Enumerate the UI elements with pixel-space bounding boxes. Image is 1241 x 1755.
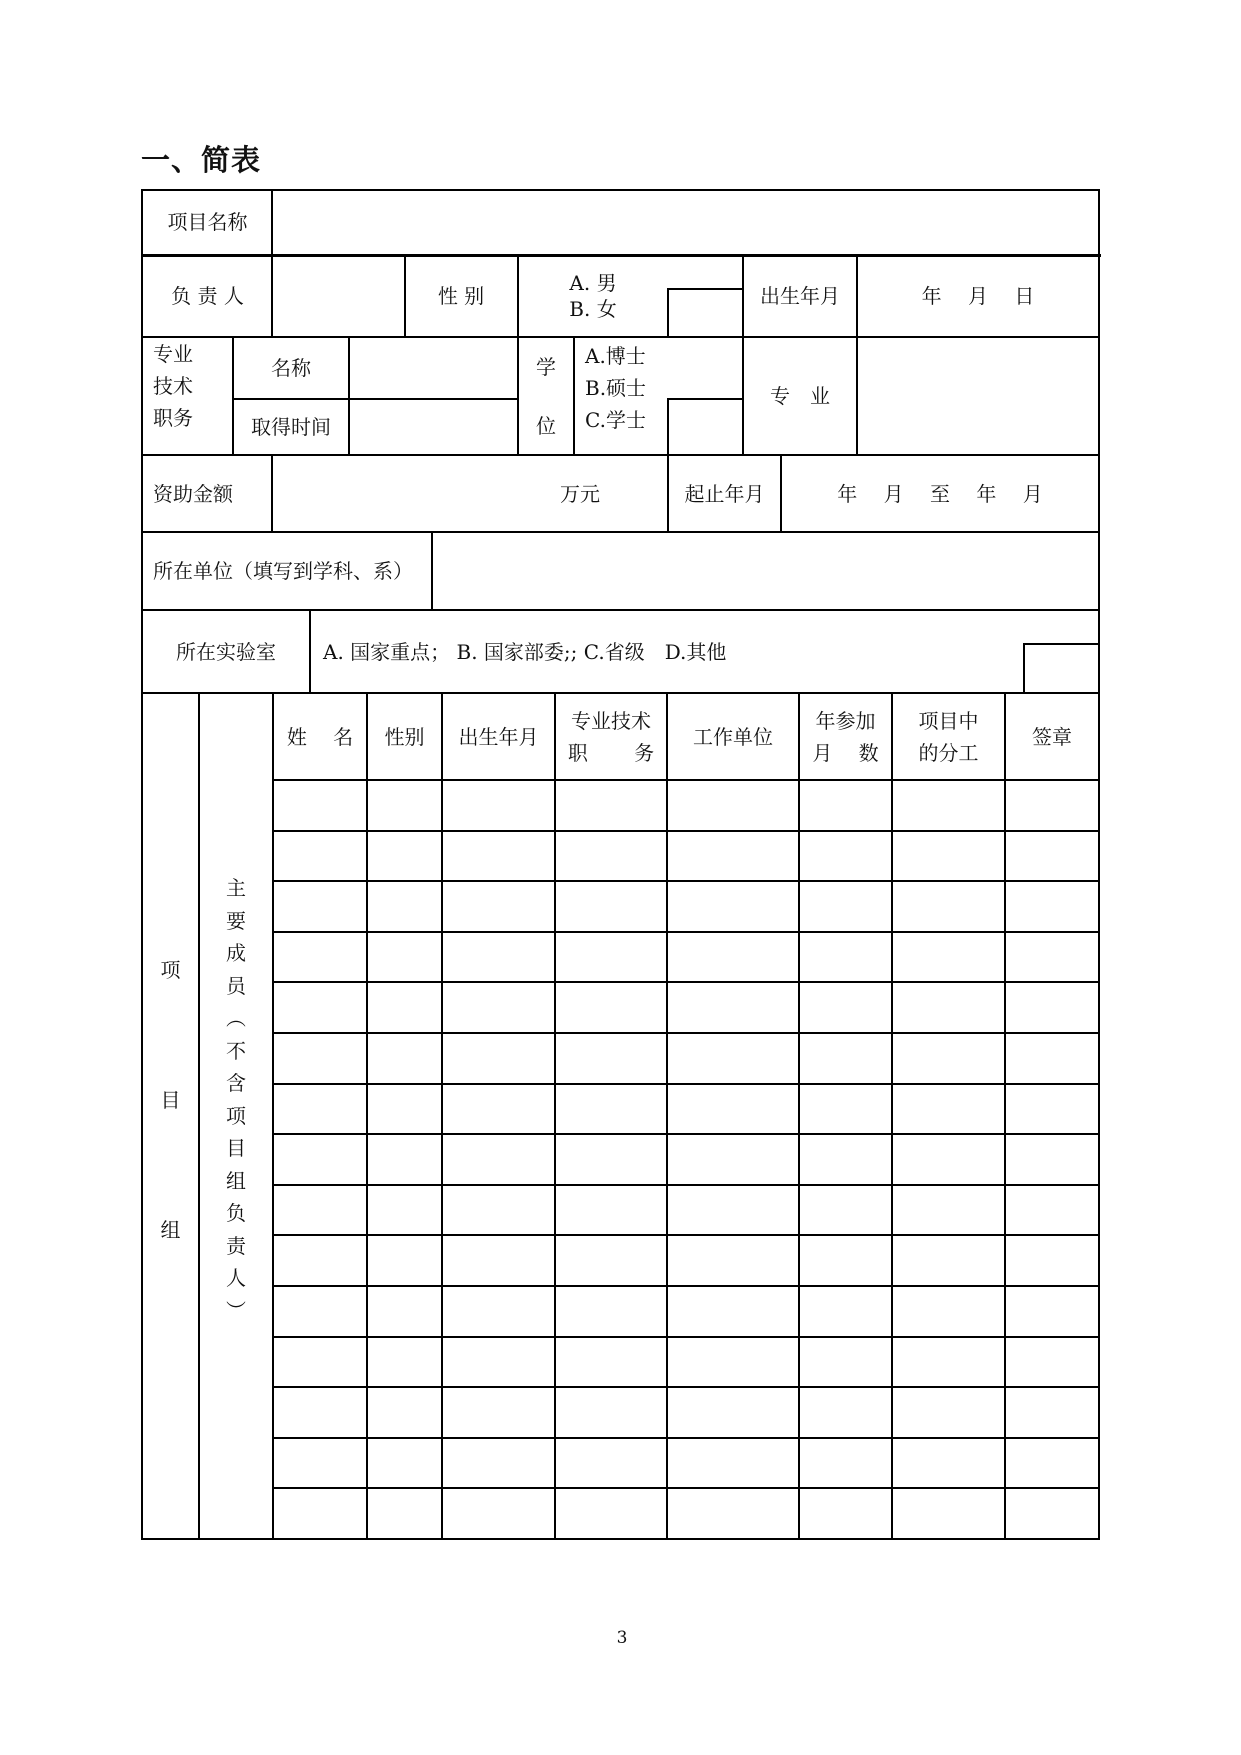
member-cell[interactable] [371, 986, 438, 1029]
member-cell[interactable] [671, 1290, 795, 1333]
member-cell[interactable] [277, 1290, 363, 1333]
member-cell[interactable] [559, 1391, 663, 1434]
section-title: 一、简表 [141, 143, 262, 177]
member-header-3-line: 专业技术 [571, 708, 651, 733]
member-cell[interactable] [559, 936, 663, 979]
member-cell[interactable] [446, 1088, 551, 1131]
table-rule [272, 830, 1100, 832]
member-cell[interactable] [446, 1189, 551, 1232]
member-cell[interactable] [277, 1239, 363, 1282]
page-number: 3 [616, 1628, 628, 1648]
member-cell[interactable] [1009, 1239, 1095, 1282]
member-cell[interactable] [277, 1391, 363, 1434]
member-cell[interactable] [803, 1037, 888, 1080]
member-header-3-line: 职 务 [567, 740, 655, 765]
member-cell[interactable] [803, 1239, 888, 1282]
member-group-label-char: 目 [160, 1088, 181, 1112]
member-cell[interactable] [671, 1138, 795, 1181]
member-cell[interactable] [559, 1290, 663, 1333]
member-cell[interactable] [559, 835, 663, 878]
table-rule [1023, 643, 1100, 645]
member-cell[interactable] [896, 1189, 1001, 1232]
member-cell[interactable] [896, 784, 1001, 827]
member-header-6 [893, 694, 1004, 779]
members-sub-label-char: 组 [226, 1168, 246, 1193]
member-cell[interactable] [803, 1442, 888, 1485]
member-cell[interactable] [277, 1189, 363, 1232]
table-rule [272, 1487, 1100, 1489]
members-sub-label-char: 责 [226, 1233, 246, 1258]
members-sub-label-char: 成 [226, 941, 246, 965]
members-sub-label-char: 要 [226, 908, 246, 933]
member-cell[interactable] [277, 1037, 363, 1080]
member-cell[interactable] [277, 835, 363, 878]
member-header-1 [368, 694, 441, 779]
members-sub-label-char: ︵ [226, 1006, 246, 1030]
member-cell[interactable] [671, 1088, 795, 1131]
lab-label: 所在实验室 [176, 639, 276, 664]
table-rule [272, 880, 1100, 882]
member-cell[interactable] [896, 986, 1001, 1029]
table-rule [141, 189, 1100, 191]
member-header-2-line: 出生年月 [458, 724, 539, 749]
members-sub-label-char: 负 [226, 1201, 246, 1225]
member-cell[interactable] [896, 1290, 1001, 1333]
table-rule [272, 692, 274, 1540]
table-rule [272, 931, 1100, 933]
member-cell[interactable] [446, 1391, 551, 1434]
title-time-input[interactable] [353, 403, 514, 451]
member-cell[interactable] [671, 1239, 795, 1282]
members-sub-label [200, 872, 272, 1332]
members-sub-label-char: 含 [226, 1071, 246, 1095]
member-cell[interactable] [446, 1239, 551, 1282]
member-cell[interactable] [371, 1290, 438, 1333]
title-name-label: 名称 [271, 356, 311, 380]
member-cell[interactable] [559, 1189, 663, 1232]
leader-input[interactable] [276, 259, 400, 333]
table-rule [573, 336, 575, 456]
member-cell[interactable] [371, 1239, 438, 1282]
member-cell[interactable] [371, 1088, 438, 1131]
member-group-label-char: 组 [160, 1218, 181, 1242]
member-cell[interactable] [896, 1037, 1001, 1080]
member-header-3 [556, 694, 666, 779]
member-cell[interactable] [803, 835, 888, 878]
member-cell[interactable] [371, 1341, 438, 1384]
member-cell[interactable] [559, 1492, 663, 1535]
gender-options-line: B. 女 [569, 297, 617, 321]
member-cell[interactable] [277, 1341, 363, 1384]
member-cell[interactable] [371, 885, 438, 928]
member-cell[interactable] [1009, 1492, 1095, 1535]
member-header-4-line: 工作单位 [693, 724, 773, 749]
member-cell[interactable] [277, 1442, 363, 1485]
member-cell[interactable] [803, 885, 888, 928]
member-cell[interactable] [371, 1189, 438, 1232]
table-rule [272, 1437, 1100, 1439]
member-cell[interactable] [371, 1391, 438, 1434]
degree-choice-box[interactable] [672, 403, 739, 451]
member-cell[interactable] [277, 1492, 363, 1535]
table-rule [554, 692, 556, 1540]
member-header-5-line: 月 数 [812, 740, 879, 765]
member-cell[interactable] [559, 1442, 663, 1485]
table-rule [141, 189, 143, 1540]
member-cell[interactable] [1009, 784, 1095, 827]
member-cell[interactable] [803, 1088, 888, 1131]
member-cell[interactable] [446, 784, 551, 827]
member-cell[interactable] [277, 1088, 363, 1131]
birth-label: 出生年月 [760, 284, 840, 308]
table-rule [366, 692, 368, 1540]
member-cell[interactable] [1009, 1037, 1095, 1080]
member-cell[interactable] [446, 1290, 551, 1333]
member-cell[interactable] [803, 1290, 888, 1333]
table-rule [667, 398, 744, 400]
major-input[interactable] [861, 341, 1095, 451]
member-cell[interactable] [671, 835, 795, 878]
members-sub-label-char: ︶ [226, 1298, 246, 1323]
member-cell[interactable] [559, 784, 663, 827]
member-cell[interactable] [671, 1341, 795, 1384]
table-rule [1004, 692, 1006, 1540]
unit-label: 所在单位（填写到学科、系） [153, 559, 413, 583]
member-header-6-line: 的分工 [918, 740, 979, 765]
gender-options-line: A. 男 [569, 271, 617, 295]
member-cell[interactable] [371, 936, 438, 979]
member-cell[interactable] [559, 1138, 663, 1181]
member-cell[interactable] [896, 1341, 1001, 1384]
degree-options [585, 340, 685, 452]
member-cell[interactable] [371, 1492, 438, 1535]
major-label: 专 业 [770, 384, 830, 408]
member-cell[interactable] [1009, 1290, 1095, 1333]
member-cell[interactable] [671, 1442, 795, 1485]
member-header-5-line: 年参加 [815, 708, 876, 733]
member-cell[interactable] [1009, 1088, 1095, 1131]
member-cell[interactable] [803, 1138, 888, 1181]
member-cell[interactable] [277, 885, 363, 928]
members-sub-label-char: 员 [226, 973, 246, 998]
table-rule [667, 288, 744, 290]
table-rule [441, 692, 443, 1540]
member-header-0 [274, 694, 366, 779]
member-header-2 [443, 694, 554, 779]
table-rule [272, 779, 1100, 781]
member-cell[interactable] [671, 885, 795, 928]
lab-choice-box[interactable] [1028, 648, 1095, 689]
birth-value: 年 月 日 [921, 284, 1035, 308]
table-rule [856, 336, 858, 456]
member-header-7 [1006, 694, 1098, 779]
member-cell[interactable] [446, 885, 551, 928]
member-cell[interactable] [896, 1138, 1001, 1181]
funding-label: 资助金额 [153, 481, 233, 506]
member-cell[interactable] [559, 1088, 663, 1131]
member-cell[interactable] [1009, 1442, 1095, 1485]
project-name-label: 项目名称 [167, 209, 248, 234]
degree-options-line: A.博士 [585, 344, 646, 368]
period-value: 年 月 至 年 月 [837, 481, 1043, 506]
members-sub-label-char: 项 [226, 1103, 246, 1128]
member-cell[interactable] [896, 936, 1001, 979]
member-cell[interactable] [803, 784, 888, 827]
member-cell[interactable] [896, 1442, 1001, 1485]
member-cell[interactable] [671, 1037, 795, 1080]
member-cell[interactable] [1009, 1341, 1095, 1384]
table-rule [272, 1032, 1100, 1034]
member-cell[interactable] [559, 885, 663, 928]
table-rule [309, 609, 311, 694]
table-rule [272, 1133, 1100, 1135]
member-cell[interactable] [371, 1442, 438, 1485]
degree-options-line: B.硕士 [585, 376, 647, 400]
gender-label: 性 别 [437, 284, 485, 308]
member-cell[interactable] [671, 784, 795, 827]
member-cell[interactable] [446, 1138, 551, 1181]
member-cell[interactable] [1009, 885, 1095, 928]
member-cell[interactable] [371, 784, 438, 827]
member-cell[interactable] [277, 936, 363, 979]
member-cell[interactable] [671, 986, 795, 1029]
member-cell[interactable] [896, 1492, 1001, 1535]
member-cell[interactable] [277, 986, 363, 1029]
member-cell[interactable] [277, 784, 363, 827]
members-sub-label-char: 目 [226, 1136, 246, 1160]
member-cell[interactable] [896, 835, 1001, 878]
member-cell[interactable] [371, 1037, 438, 1080]
member-header-7-line: 签章 [1032, 724, 1072, 749]
professional-title-label-line: 职务 [153, 406, 193, 430]
member-cell[interactable] [803, 1391, 888, 1434]
table-rule [272, 1184, 1100, 1186]
member-cell[interactable] [896, 885, 1001, 928]
member-cell[interactable] [559, 986, 663, 1029]
member-cell[interactable] [446, 1341, 551, 1384]
member-cell[interactable] [277, 1138, 363, 1181]
member-cell[interactable] [671, 1189, 795, 1232]
table-rule [667, 398, 669, 456]
member-header-4 [668, 694, 798, 779]
member-cell[interactable] [1009, 986, 1095, 1029]
table-rule [272, 1083, 1100, 1085]
member-cell[interactable] [446, 1442, 551, 1485]
member-cell[interactable] [671, 1391, 795, 1434]
members-sub-label-char: 不 [226, 1038, 246, 1063]
member-cell[interactable] [803, 1492, 888, 1535]
table-rule [348, 336, 350, 456]
member-cell[interactable] [559, 1239, 663, 1282]
member-cell[interactable] [803, 986, 888, 1029]
member-cell[interactable] [1009, 835, 1095, 878]
table-rule [798, 692, 800, 1540]
member-cell[interactable] [446, 1037, 551, 1080]
member-cell[interactable] [671, 936, 795, 979]
member-cell[interactable] [803, 936, 888, 979]
member-cell[interactable] [671, 1492, 795, 1535]
member-cell[interactable] [1009, 1138, 1095, 1181]
table-rule [891, 692, 893, 1540]
degree-label-top: 学 [536, 355, 556, 379]
table-rule [667, 288, 669, 338]
member-cell[interactable] [559, 1037, 663, 1080]
member-cell[interactable] [803, 1341, 888, 1384]
leader-label: 负 责 人 [171, 284, 244, 308]
professional-title-label-line: 专业 [153, 342, 193, 366]
table-rule [272, 1386, 1100, 1388]
member-header-6-line: 项目中 [918, 708, 979, 733]
degree-label-bottom: 位 [536, 414, 556, 438]
member-header-0-line: 姓 名 [286, 724, 354, 749]
member-group-label-char: 项 [160, 958, 181, 982]
gender-choice-box[interactable] [672, 293, 739, 333]
period-label: 起止年月 [684, 481, 765, 506]
table-rule [272, 1336, 1100, 1338]
member-cell[interactable] [446, 835, 551, 878]
project-name-input[interactable] [276, 192, 1095, 251]
member-cell[interactable] [1009, 1391, 1095, 1434]
professional-title-label [153, 338, 233, 454]
table-rule [272, 981, 1100, 983]
table-rule [272, 1285, 1100, 1287]
member-cell[interactable] [371, 835, 438, 878]
member-cell[interactable] [803, 1189, 888, 1232]
lab-options: A. 国家重点； B. 国家部委;; C.省级 D.其他 [323, 639, 727, 664]
member-cell[interactable] [1009, 936, 1095, 979]
member-cell[interactable] [896, 1088, 1001, 1131]
table-rule [141, 1538, 1100, 1540]
member-cell[interactable] [371, 1138, 438, 1181]
title-time-label: 取得时间 [251, 415, 331, 439]
gender-options [519, 256, 667, 336]
member-cell[interactable] [446, 1492, 551, 1535]
unit-input[interactable] [436, 536, 1095, 606]
member-cell[interactable] [559, 1341, 663, 1384]
members-sub-label-char: 主 [226, 876, 246, 900]
member-cell[interactable] [1009, 1189, 1095, 1232]
member-cell[interactable] [896, 1391, 1001, 1434]
table-rule [1023, 643, 1025, 694]
degree-options-line: C.学士 [585, 408, 646, 432]
member-cell[interactable] [896, 1239, 1001, 1282]
member-header-1-line: 性别 [384, 724, 425, 749]
table-rule [666, 692, 668, 1540]
members-sub-label-char: 人 [226, 1266, 246, 1290]
member-cell[interactable] [446, 936, 551, 979]
member-header-5 [800, 694, 891, 779]
table-rule [272, 1234, 1100, 1236]
funding-unit: 万元 [560, 481, 600, 506]
member-cell[interactable] [446, 986, 551, 1029]
professional-title-label-line: 技术 [153, 374, 193, 398]
title-name-input[interactable] [353, 341, 514, 395]
